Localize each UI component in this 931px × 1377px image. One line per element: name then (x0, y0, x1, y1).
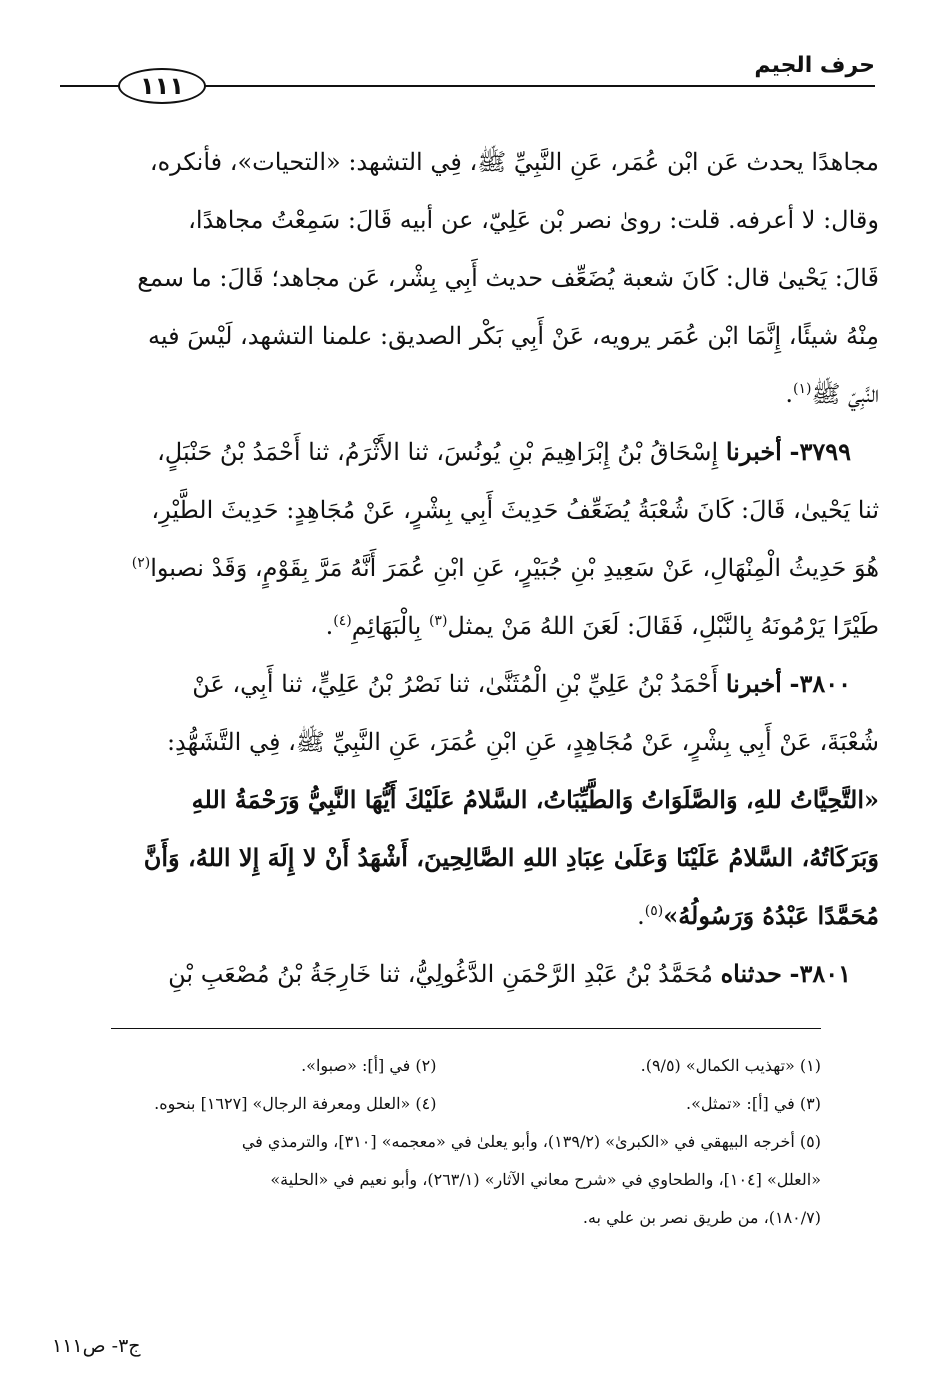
text-fragment: أَحْمَدُ بْنُ عَلِيِّ بْنِ الْمُثَنَّىٰ، ثنا نَصْرُ بْنُ عَلِيٍّ، ثنا أَبِي، عَنْ (192, 670, 719, 698)
text-line: قَالَ: يَحْيىٰ قال: كَانَ شعبة يُضَعِّف حديث أَبِي بِشْر، عَن مجاهد؛ قَالَ: ما سمع (137, 264, 879, 292)
page-reference: ج٣- ص١١١ (52, 1335, 141, 1357)
text-fragment: هُوَ حَدِيثُ الْمِنْهَالِ، عَنْ سَعِيدِ بْنِ جُبَيْرٍ، عَنِ ابْنِ عُمَرَ أَنَّهُ مَرَّ بِقَوْمٍ، وَقَدْ نصبوا (150, 554, 879, 582)
footnote-rule (111, 1028, 821, 1029)
footnote-1: (١) «تهذيب الكمال» (٩/٥). (640, 1056, 821, 1075)
text-line: طَيْرًا يَرْمُونَهُ بِالنَّبْلِ، فَقَالَ: لَعَنَ اللهُ مَنْ يمثل$^{(٣)}$ بِالْبَهَائِمِ$^{(٤)}$. (325, 612, 879, 640)
footnote-row (52, 1085, 821, 1123)
text-fragment: بِالْبَهَائِمِ (351, 612, 422, 640)
footnote-5-line: «العلل» [١٠٤]، والطحاوي في «شرح معاني الآثار» (٢٦٣/١)، وأبو نعيم في «الحلية» (270, 1170, 821, 1189)
entry-number-3799: ٣٧٩٩- (789, 437, 851, 466)
entry-number-3801: ٣٨٠١- (789, 959, 851, 988)
text-line: النَّبِيّ ﷺ$^{(١)}$. (785, 380, 879, 408)
text-fragment: النَّبِيّ ﷺ (811, 380, 879, 408)
footnote-2: (٢) في [أ]: «صبوا». (301, 1056, 437, 1075)
lead-word: أخبرنا (725, 437, 782, 466)
hadith-text-line: «التَّحِيَّاتُ للهِ، وَالصَّلَوَاتُ وَالطَّيِّبَاتُ، السَّلامُ عَلَيْكَ أَيُّهَا النَّبِيُّ وَرَحْمَةُ اللهِ (191, 785, 879, 814)
footnote-5-line: (٥) أخرجه البيهقي في «الكبرىٰ» (١٣٩/٢)، وأبو يعلىٰ في «معجمه» [٣١٠]، والترمذي في (241, 1132, 821, 1151)
page-header (60, 52, 875, 102)
text-line: شُعْبَةَ، عَنْ أَبِي بِشْرٍ، عَنْ مُجَاهِدٍ، عَنِ ابْنِ عُمَرَ، عَنِ النَّبِيِّ ﷺ، فِي التَّشَهُّدِ: (166, 728, 879, 756)
text-fragment: طَيْرًا يَرْمُونَهُ بِالنَّبْلِ، فَقَالَ: لَعَنَ اللهُ مَنْ يمثل (447, 612, 879, 640)
text-line: ثنا يَحْيىٰ، قَالَ: كَانَ شُعْبَةُ يُضَعِّفُ حَدِيثَ أَبِي بِشْرٍ، عَنْ مُجَاهِدٍ: حَدِيثَ الطَّيْرِ، (151, 496, 879, 524)
lead-word: حدثناه (720, 959, 782, 988)
hadith-text-line: وَبَرَكَاتُهُ، السَّلامُ عَلَيْنَا وَعَلَىٰ عِبَادِ اللهِ الصَّالِحِينَ، أَشْهَدُ أَنْ لا إِلَهَ إِلا اللهُ، وَأَنَّ (143, 843, 879, 872)
chapter-title: حرف الجيم (754, 53, 875, 78)
footnote-ref-3: (٣) (428, 613, 448, 629)
lead-word: أخبرنا (725, 669, 782, 698)
text-line: وقال: لا أعرفه. قلت: روىٰ نصر بْن عَلِيّ، عن أبيه قَالَ: سَمِعْتُ مجاهدًا، (188, 206, 879, 234)
footnote-ref-2: (٢) (131, 555, 151, 571)
footnote-ref-1: (١) (792, 381, 812, 397)
text-line: مجاهدًا يحدث عَن ابْن عُمَر، عَنِ النَّبِيِّ ﷺ، فِي التشهد: «التحيات»، فأنكره، (149, 148, 879, 176)
footnote-5-line: (١٨٠/٧)، من طريق نصر بن علي به. (582, 1208, 821, 1227)
text-fragment: مُحَمَّدًا عَبْدُهُ وَرَسُولُهُ» (663, 901, 879, 930)
page-number: ١١١ (118, 68, 206, 104)
footnote-ref-4: (٤) (333, 613, 352, 629)
text-line: مِنْهُ شيئًا، إِنَّمَا ابْن عُمَر يرويه، عَنْ أَبِي بَكْر الصديق: علمنا التشهد، لَيْسَ فيه (148, 322, 879, 350)
text-line (52, 539, 879, 597)
footnotes (52, 1047, 821, 1237)
text-fragment: مُحَمَّدُ بْنُ عَبْدِ الرَّحْمَنِ الدَّغُولِيُّ، ثنا خَارِجَةُ بْنُ مُصْعَبِ بْنِ (168, 960, 713, 988)
hadith-3799-line (52, 423, 879, 481)
main-text (52, 133, 879, 1003)
footnote-ref-5: (٥) (644, 903, 664, 919)
footnote-row (52, 1047, 821, 1085)
text-fragment: إِسْحَاقُ بْنُ إِبْرَاهِيمَ بْنِ يُونُسَ، ثنا الأَثْرَمُ، ثنا أَحْمَدُ بْنُ حَنْبَلٍ، (157, 438, 719, 466)
footnote-5 (52, 1123, 821, 1237)
footnote-3: (٣) في [أ]: «تمثل». (686, 1094, 821, 1113)
hadith-3801-line (52, 945, 879, 1003)
hadith-text-line: مُحَمَّدًا عَبْدُهُ وَرَسُولُهُ»$^{(٥)}$. (637, 901, 879, 930)
entry-number-3800: ٣٨٠٠- (789, 669, 851, 698)
footnote-4: (٤) «العلل ومعرفة الرجال» [١٦٢٧] بنحوه. (154, 1094, 437, 1113)
hadith-3800-line (52, 655, 879, 713)
